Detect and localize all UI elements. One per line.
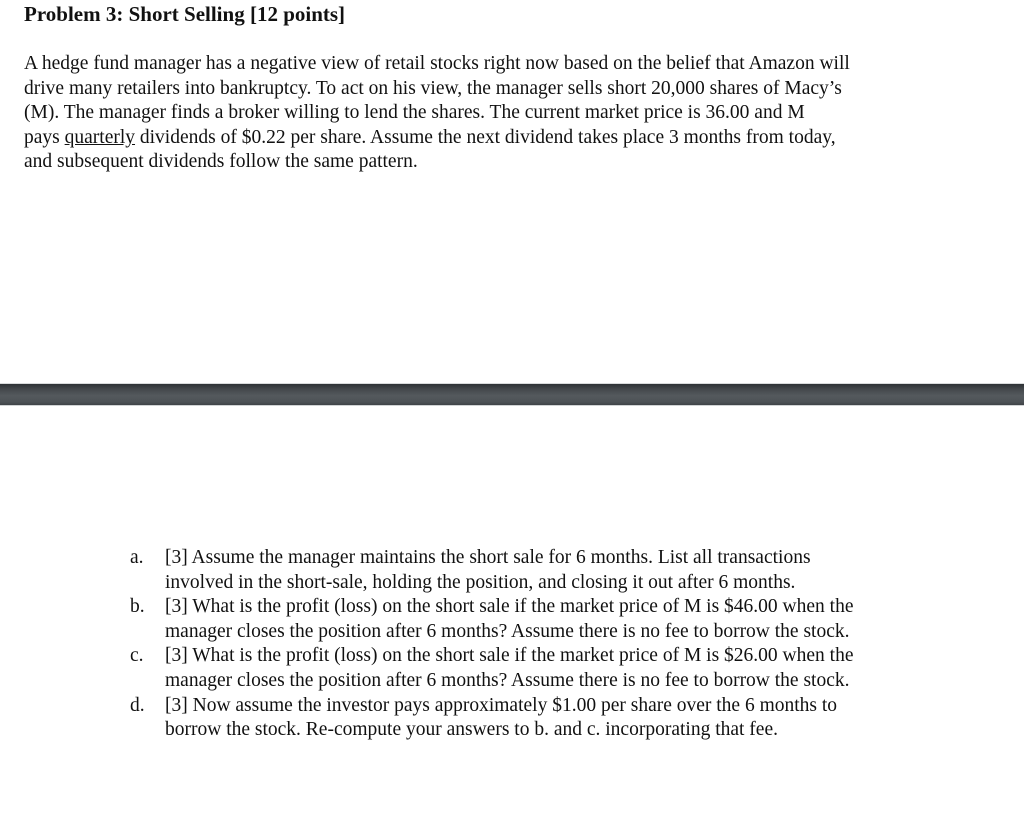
question-line: [3] What is the profit (loss) on the short sale if the market price of M is $46.00 when the <box>165 596 854 618</box>
intro-text: (M). The manager finds a broker willing to lend the shares. The current market price is 36.00 and M <box>24 102 805 124</box>
page-separator-bar <box>0 383 1024 406</box>
intro-line <box>24 77 984 102</box>
intro-text: pays <box>24 126 65 148</box>
problem-intro <box>24 52 984 175</box>
intro-line <box>24 101 984 126</box>
underlined-quarterly: quarterly <box>64 126 136 148</box>
problem-title: Problem 3: Short Selling [12 points] <box>24 2 346 26</box>
question-marker: d. <box>130 694 145 716</box>
question-b <box>130 595 853 644</box>
intro-line <box>24 150 984 175</box>
question-marker: a. <box>130 547 144 568</box>
intro-line <box>24 52 984 77</box>
intro-text: drive many retailers into bankruptcy. To act on his view, the manager sells short 20,000 shares of Macy’s <box>24 77 842 99</box>
question-d <box>130 694 853 743</box>
question-list <box>130 546 853 743</box>
question-line: [3] What is the profit (loss) on the short sale if the market price of M is $26.00 when the <box>165 645 854 667</box>
intro-text: A hedge fund manager has a negative view of retail stocks right now based on the belief that Amazon will <box>24 53 850 74</box>
question-marker: c. <box>130 645 144 667</box>
intro-text: dividends of $0.22 per share. Assume the next dividend takes place 3 months from today, <box>135 126 836 148</box>
intro-line <box>24 126 984 151</box>
question-line: involved in the short-sale, holding the position, and closing it out after 6 months. <box>165 571 796 593</box>
question-a <box>130 546 853 595</box>
question-line: borrow the stock. Re-compute your answers to b. and c. incorporating that fee. <box>165 719 778 741</box>
question-line: manager closes the position after 6 months? Assume there is no fee to borrow the stock. <box>165 620 850 642</box>
question-line: [3] Now assume the investor pays approximately $1.00 per share over the 6 months to <box>165 694 838 716</box>
intro-text: and subsequent dividends follow the same pattern. <box>24 151 418 173</box>
question-line: manager closes the position after 6 months? Assume there is no fee to borrow the stock. <box>165 669 850 691</box>
question-marker: b. <box>130 596 145 618</box>
question-line: [3] Assume the manager maintains the short sale for 6 months. List all transactions <box>165 547 811 568</box>
question-c <box>130 644 853 693</box>
